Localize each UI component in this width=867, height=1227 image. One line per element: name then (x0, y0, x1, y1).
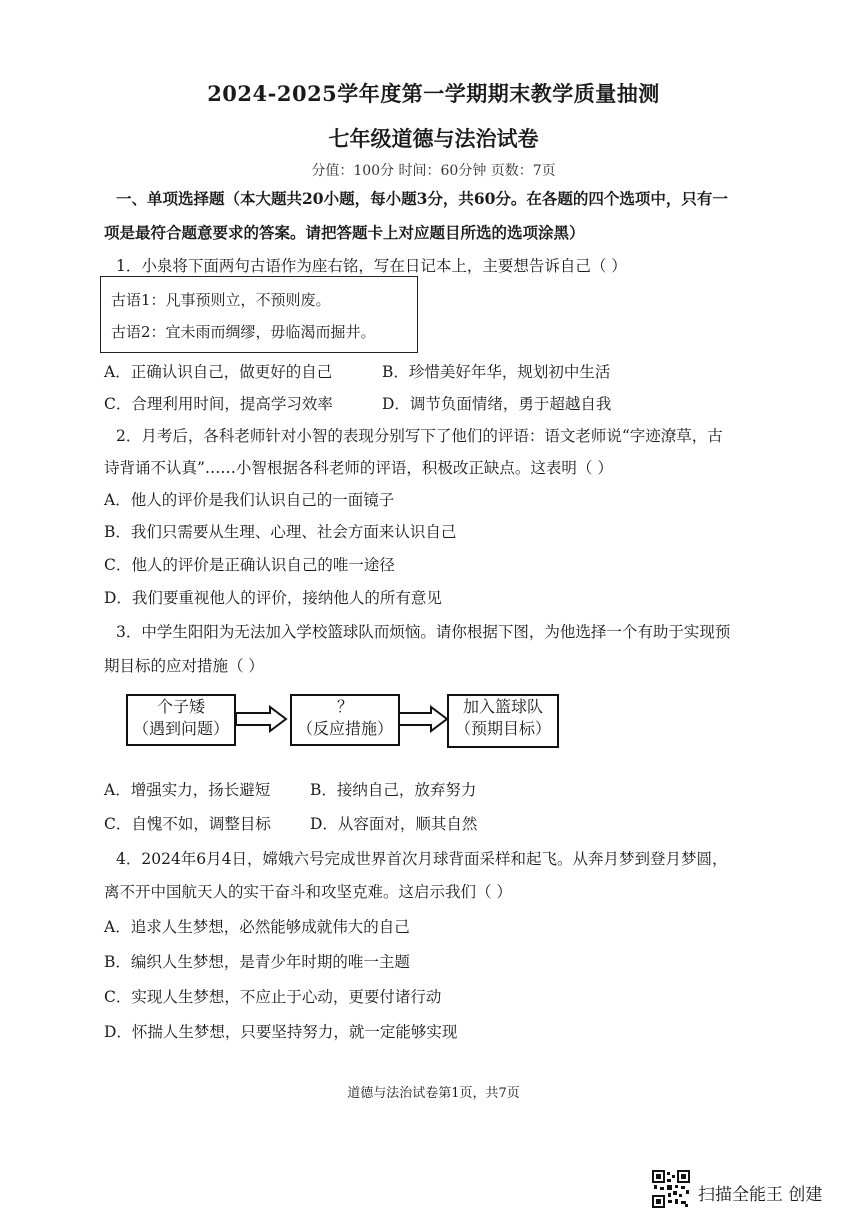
q3-stem-line2: 期目标的应对措施（ ） (104, 657, 264, 675)
page-footer: 道德与法治试卷第1页，共7页 (347, 1086, 520, 1101)
section-heading-line2: 项是最符合题意要求的答案。请把答题卡上对应题目所选的选项涂黑） (104, 223, 585, 242)
q4-stem-line1: 4．2024年6月4日，嫦娥六号完成世界首次月球背面采样和起飞。从奔月梦到登月梦圆， (116, 850, 728, 868)
q1-stem: 1．小泉将下面两句古语作为座右铭，写在日记本上，主要想告诉自己（ ） (116, 257, 627, 275)
section-heading-line1: 一、单项选择题（本大题共20小题，每小题3分，共60分。在各题的四个选项中，只有一 (116, 189, 728, 208)
q2-option-b: B．我们只需要从生理、心理、社会方面来认识自己 (104, 523, 457, 541)
scanner-watermark-text: 扫描全能王 创建 (698, 1185, 823, 1205)
q1-option-d: D．调节负面情绪，勇于超越自我 (382, 395, 612, 413)
q4-option-c: C．实现人生梦想，不应止于心动，更要付诸行动 (104, 988, 442, 1006)
exam-subtitle: 七年级道德与法治试卷 (328, 126, 539, 151)
page-title: 2024-2025学年度第一学期期末教学质量抽测 (207, 81, 660, 106)
q1-option-c: C．合理利用时间，提高学习效率 (104, 395, 333, 413)
q4-stem-line2: 离不开中国航天人的实干奋斗和攻坚克难。这启示我们（ ） (104, 883, 512, 901)
q3-option-c: C．自愧不如，调整目标 (104, 815, 271, 833)
flow-box-problem-title: 个子矮 (156, 697, 205, 716)
q2-stem-line1: 2．月考后，各科老师针对小智的表现分别写下了他们的评语：语文老师说“字迹潦草，古 (116, 427, 723, 445)
flow-arrow-1 (234, 705, 288, 733)
q1-quote-box (100, 276, 418, 353)
q1-quote1: 古语1：凡事预则立，不预则废。 (111, 291, 331, 309)
q4-option-b: B．编织人生梦想，是青少年时期的唯一主题 (104, 953, 410, 971)
q2-stem-line2: 诗背诵不认真”……小智根据各科老师的评语，积极改正缺点。这表明（ ） (104, 459, 613, 477)
flow-box-problem (126, 694, 236, 746)
qr-code-icon (652, 1170, 690, 1208)
flow-arrow-2 (397, 705, 449, 733)
exam-meta: 分值：100分 时间：60分钟 页数：7页 (311, 163, 556, 179)
flow-box-problem-caption: （遇到问题） (132, 719, 229, 738)
flow-box-goal (447, 694, 559, 748)
q1-quote2: 古语2：宜未雨而绸缪，毋临渴而掘井。 (111, 323, 376, 341)
q1-option-a: A．正确认识自己，做更好的自己 (104, 363, 333, 381)
q3-stem-line1: 3．中学生阳阳为无法加入学校篮球队而烦恼。请你根据下图，为他选择一个有助于实现预 (116, 623, 731, 641)
flow-box-goal-caption: （预期目标） (454, 719, 551, 738)
flow-box-response-caption: （反应措施） (296, 719, 393, 738)
q3-option-d: D．从容面对，顺其自然 (310, 815, 478, 833)
q3-option-a: A．增强实力，扬长避短 (104, 781, 271, 799)
q2-option-a: A．他人的评价是我们认识自己的一面镜子 (104, 491, 395, 509)
q4-option-a: A．追求人生梦想，必然能够成就伟大的自己 (104, 918, 410, 936)
q2-option-c: C．他人的评价是正确认识自己的唯一途径 (104, 556, 395, 574)
q1-option-b: B．珍惜美好年华，规划初中生活 (382, 363, 611, 381)
flow-box-response (290, 694, 400, 746)
q2-option-d: D．我们要重视他人的评价，接纳他人的所有意见 (104, 589, 442, 607)
flow-box-goal-title: 加入篮球队 (462, 697, 543, 716)
flow-box-response-title: ？ (336, 697, 353, 716)
q4-option-d: D．怀揣人生梦想，只要坚持努力，就一定能够实现 (104, 1023, 458, 1041)
q3-option-b: B．接纳自己，放弃努力 (310, 781, 477, 799)
